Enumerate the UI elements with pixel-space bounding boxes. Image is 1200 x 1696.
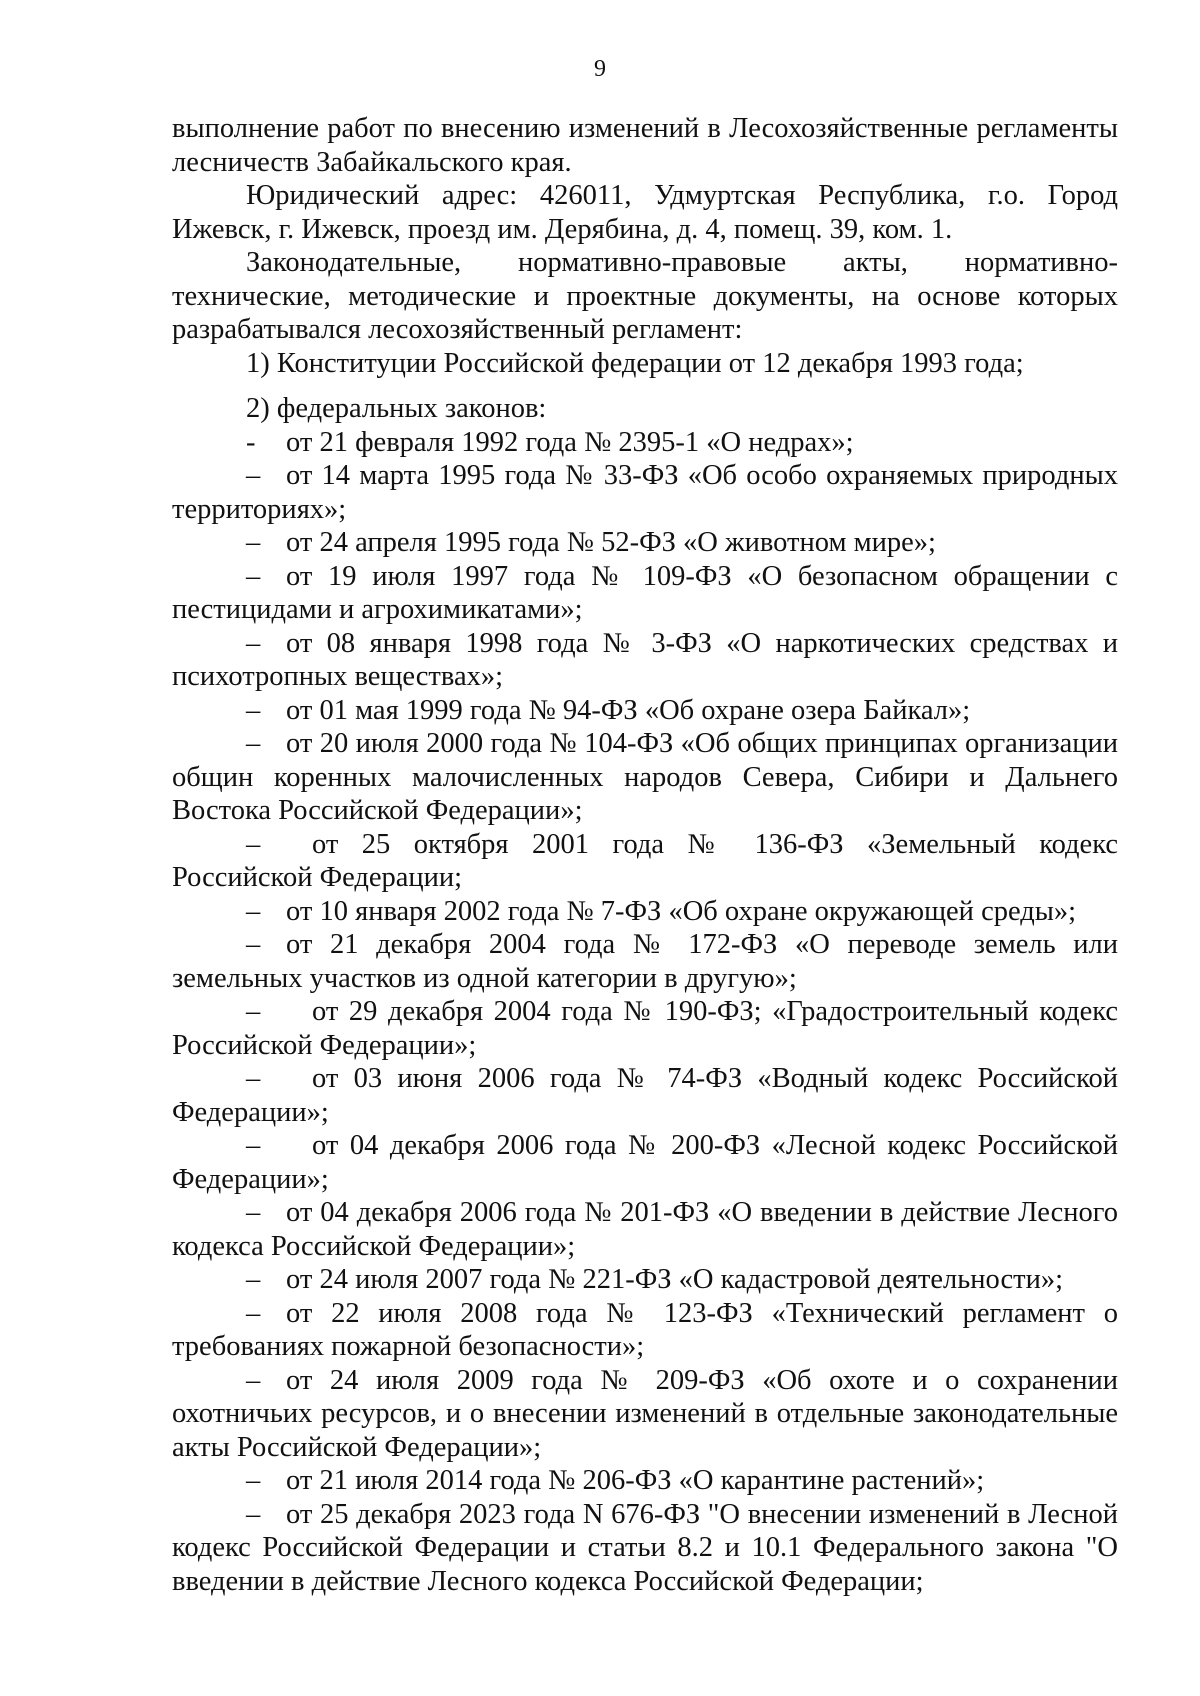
continuation-paragraph: выполнение работ по внесению изменений в Лесохозяйственные регламенты лесничеств Забайкальского края. [172,113,1118,178]
list-dash: – [246,1130,261,1161]
law-item [172,895,1118,929]
list-dash: – [246,460,261,491]
federal-laws-heading: 2) федеральных законов: [246,393,547,424]
list-dash: – [246,627,261,659]
legal-address-paragraph: Юридический адрес: 426011, Удмуртская Республика, г.о. Город Ижевск, г. Ижевск, проезд им. Дерябина, д. 4, помещ. 39, ком. 1. [172,180,1118,245]
law-text: от 24 июля 2007 года № 221-ФЗ «О кадастровой деятельности»; [286,1264,1063,1295]
law-text: от 08 января 1998 года № 3-ФЗ «О наркотических средствах и психотропных веществах»; [172,627,1118,692]
law-item [172,1129,1118,1196]
list-dash: – [246,1197,261,1228]
law-text: от 22 июля 2008 года № 123-ФЗ «Технический регламент о требованиях пожарной безопасности»; [172,1297,1118,1362]
law-item [172,1464,1118,1498]
law-text: от 20 июля 2000 года № 104-ФЗ «Об общих принципах организации общин коренных малочисленных народов Севера, Сибири и Дальнего Востока Российской Федерации»; [172,728,1118,826]
list-dash: – [246,1364,261,1396]
law-text: от 10 января 2002 года № 7-ФЗ «Об охране окружающей среды»; [286,895,1077,927]
document-body [172,112,1118,1598]
law-text: от 14 марта 1995 года № 33-ФЗ «Об особо охраняемых природных территориях»; [172,460,1118,525]
law-item [172,1062,1118,1129]
law-text: от 24 июля 2009 года № 209-ФЗ «Об охоте и о сохранении охотничьих ресурсов, и о внесении изменений в отдельные законодательные акты Российской Федерации»; [172,1364,1118,1463]
law-item [172,828,1118,895]
list-dash: – [246,1264,261,1295]
page-number: 9 [594,56,606,82]
law-item [172,1498,1118,1599]
law-item [172,995,1118,1062]
law-text: от 25 октября 2001 года № 136-ФЗ «Земельный кодекс Российской Федерации; [172,828,1118,893]
list-dash: – [246,560,261,592]
list-dash: – [246,929,261,960]
list-dash: – [246,694,261,726]
list-dash: – [246,728,261,759]
law-text: от 04 декабря 2006 года № 201-ФЗ «О введении в действие Лесного кодекса Российской Федерации»; [172,1197,1118,1262]
list-dash: – [246,1297,261,1329]
list-dash: - [246,426,256,458]
law-text: от 24 апреля 1995 года № 52-ФЗ «О животном мире»; [286,527,936,558]
federal-laws-list [172,426,1118,1599]
law-item [172,1364,1118,1465]
law-item [172,694,1118,728]
law-text: от 29 декабря 2004 года № 190-ФЗ; «Градостроительный кодекс Российской Федерации»; [172,996,1118,1061]
law-item [172,526,1118,560]
law-text: от 03 июня 2006 года № 74-ФЗ «Водный кодекс Российской Федерации»; [172,1063,1118,1128]
law-item [172,426,1118,460]
list-dash: – [246,895,261,927]
list-dash: – [246,1465,261,1496]
list-dash: – [246,527,261,558]
law-item [172,560,1118,627]
constitution-item: 1) Конституции Российской федерации от 12 декабря 1993 года; [246,347,1024,379]
law-text: от 21 декабря 2004 года № 172-ФЗ «О переводе земель или земельных участков из одной категории в другую»; [172,929,1118,994]
law-text: от 01 мая 1999 года № 94-ФЗ «Об охране озера Байкал»; [286,694,971,726]
law-text: от 21 июля 2014 года № 206-ФЗ «О карантине растений»; [286,1465,985,1496]
list-dash: – [246,1498,261,1530]
list-dash: – [246,828,261,860]
law-text: от 04 декабря 2006 года № 200-ФЗ «Лесной кодекс Российской Федерации»; [172,1130,1118,1195]
law-text: от 19 июля 1997 года № 109-ФЗ «О безопасном обращении с пестицидами и агрохимикатами»; [172,560,1118,625]
law-item [172,1263,1118,1297]
law-item [172,928,1118,995]
law-item [172,627,1118,694]
law-item [172,1297,1118,1364]
basis-paragraph: Законодательные, нормативно-правовые акты, нормативно-технические, методические и проектные документы, на основе которых разрабатывался лесохозяйственный регламент: [172,247,1118,345]
list-dash: – [246,1063,261,1094]
law-text: от 25 декабря 2023 года N 676-ФЗ "О внесении изменений в Лесной кодекс Российской Федерации и статьи 8.2 и 10.1 Федерального закона "О введении в действие Лесного кодекса Российской Федерации; [172,1498,1118,1597]
law-text: от 21 февраля 1992 года № 2395-1 «О недрах»; [286,426,854,458]
list-dash: – [246,996,261,1027]
law-item [172,459,1118,526]
law-item [172,1196,1118,1263]
law-item [172,727,1118,828]
